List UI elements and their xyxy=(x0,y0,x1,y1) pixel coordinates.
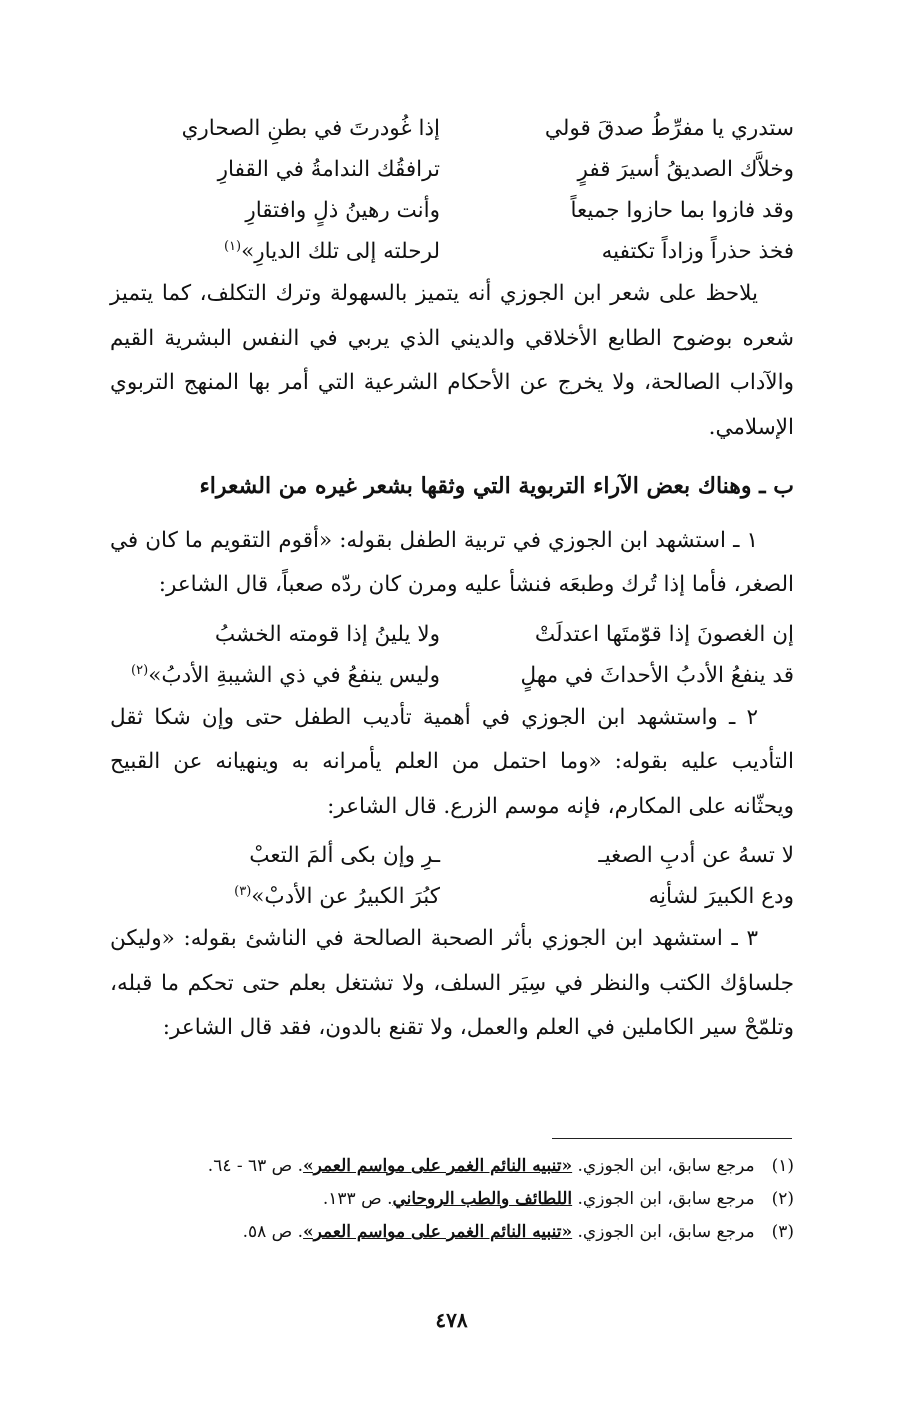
footnote-1 xyxy=(110,1150,794,1183)
verse-first-hemistich: قد ينفعُ الأدبُ الأحداثَ في مهلٍ xyxy=(520,662,794,688)
verse-second-hemistich xyxy=(110,108,440,149)
verse-second-hemistich xyxy=(110,231,440,272)
footnote-pages: . ص ١٣٣. xyxy=(322,1189,393,1209)
footnote-number: (١) xyxy=(771,1156,794,1176)
verse-first-hemistich: لا تسهُ عن أدبِ الصغيـ xyxy=(598,843,794,868)
verse-second-hemistich xyxy=(110,835,440,876)
section-heading: ب ـ وهناك بعض الآراء التربوية التي وثقها بشعر غيره من الشعراء xyxy=(199,473,794,499)
footnote-book-title: «تنبيه النائم الغمر على مواسم العمر» xyxy=(303,1156,573,1176)
verse-line xyxy=(110,108,794,149)
verse-second-text: ـرِ وإن بكى ألمَ التعبْ xyxy=(249,843,440,868)
footnote-pages: . ص ٥٨. xyxy=(242,1222,304,1242)
verse-second-text: ولا يلينُ إذا قومته الخشبُ xyxy=(214,621,440,647)
verse-second-text: إذا غُودرتَ في بطنِ الصحاري xyxy=(181,116,440,141)
verse-second-hemistich xyxy=(110,149,440,190)
verse-first-hemistich: وقد فازوا بما حازوا جميعاً xyxy=(570,198,794,223)
verse-second-text: لرحلته إلى تلك الديارِ» xyxy=(241,239,440,264)
poem-3 xyxy=(110,835,794,917)
verse-line xyxy=(110,876,794,917)
verse-line xyxy=(110,190,794,231)
footnote-source: مرجع سابق، ابن الجوزي. xyxy=(577,1156,755,1176)
footnote-reference: (٢) xyxy=(131,662,149,678)
paragraph-commentary: يلاحظ على شعر ابن الجوزي أنه يتميز بالسهولة وترك التكلف، كما يتميز شعره بوضوح الطابع الأخلاقي والديني الذي يربي في النفس البشرية القيم والآداب الصالحة، ولا يخرج عن الأحكام الشرعية التي أمر بها المنهج التربوي الإسلامي. xyxy=(110,281,794,440)
verse-second-hemistich xyxy=(110,876,440,917)
verse-second-text: كبُرَ الكبيرُ عن الأدبْ» xyxy=(251,884,440,909)
verse-second-text: وأنت رهينُ ذلٍ وافتقارِ xyxy=(245,198,440,223)
footnote-2 xyxy=(110,1183,794,1216)
main-text xyxy=(110,108,794,1051)
verse-first-hemistich: وخلاَّك الصديقُ أسيرَ قفرٍ xyxy=(577,157,794,182)
verse-line xyxy=(110,231,794,272)
footnote-source: مرجع سابق، ابن الجوزي. xyxy=(577,1222,755,1242)
verse-first-hemistich: ستدري يا مفرِّطُ صدقَ قولي xyxy=(544,116,794,141)
verse-second-hemistich xyxy=(110,655,440,696)
footnote-number: (٢) xyxy=(771,1189,794,1209)
footnote-reference: (١) xyxy=(223,238,242,254)
verse-second-hemistich xyxy=(110,190,440,231)
footnote-source: مرجع سابق، ابن الجوزي. xyxy=(577,1189,755,1209)
footnote-pages: . ص ٦٣ - ٦٤. xyxy=(207,1156,304,1176)
footnote-number: (٣) xyxy=(771,1222,794,1242)
verse-second-text: وليس ينفعُ في ذي الشيبةِ الأدبُ» xyxy=(148,662,440,688)
poem-1 xyxy=(110,108,794,272)
verse-line xyxy=(110,835,794,876)
footnotes xyxy=(110,1150,794,1249)
verse-second-hemistich xyxy=(110,614,440,655)
page-number: ٤٧٨ xyxy=(435,1308,468,1332)
verse-line xyxy=(110,655,794,696)
paragraph-item-3: ٣ ـ استشهد ابن الجوزي بأثر الصحبة الصالحة في الناشئ بقوله: «وليكن جلساؤك الكتب والنظر في سِيَر السلف، ولا تشتغل بعلم حتى تحكم ما قبله، وتلمّحْ سير الكاملين في العلم والعمل، ولا تقنع بالدون، فقد قال الشاعر: xyxy=(110,926,794,1040)
paragraph-item-1: ١ ـ استشهد ابن الجوزي في تربية الطفل بقوله: «أقوم التقويم ما كان في الصغر، فأما إذا تُرك وطبعَه فنشأ عليه ومرن كان ردّه صعباً، قال الشاعر: xyxy=(110,527,794,597)
footnote-reference: (٣) xyxy=(234,883,252,899)
verse-line xyxy=(110,614,794,655)
verse-first-hemistich: ودع الكبيرَ لشأنِه xyxy=(648,884,794,909)
verse-first-hemistich: فخذ حذراً وزاداً تكتفيه xyxy=(601,239,794,264)
footnote-book-title: اللطائف والطب الروحاني xyxy=(392,1189,573,1209)
poem-2 xyxy=(110,614,794,696)
footnote-separator xyxy=(552,1138,792,1139)
verse-line xyxy=(110,149,794,190)
verse-second-text: ترافقُك الندامةُ في القفارِ xyxy=(217,157,440,182)
paragraph-item-2: ٢ ـ واستشهد ابن الجوزي في أهمية تأديب الطفل حتى وإن شكا ثقل التأديب عليه بقوله: «وما احتمل من العلم يأمرانه به وينهيانه عن القبيح ويحثّانه على المكارم، فإنه موسم الزرع. قال الشاعر: xyxy=(110,704,794,819)
footnote-3 xyxy=(110,1216,794,1249)
footnote-book-title: «تنبيه النائم الغمر على مواسم العمر» xyxy=(303,1222,573,1242)
verse-first-hemistich: إن الغصونَ إذا قوّمتَها اعتدلَتْ xyxy=(534,621,794,647)
